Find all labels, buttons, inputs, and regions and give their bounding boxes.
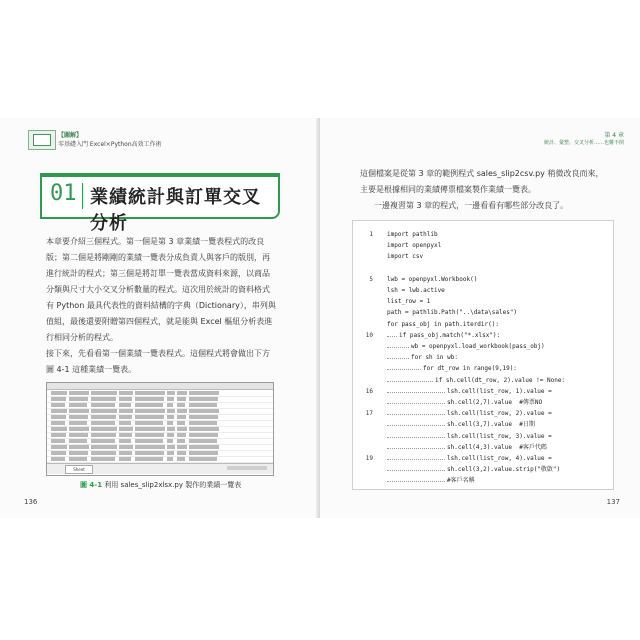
spreadsheet-cell (69, 421, 87, 425)
spreadsheet-cell (119, 421, 131, 425)
code-text: import pathlib (387, 231, 438, 238)
code-line (353, 263, 613, 275)
figure-number: 圖 4-1 (80, 481, 103, 489)
code-text: sh.cell(2,7).value #傳票NO (447, 399, 543, 406)
spreadsheet-cell (69, 439, 87, 443)
code-line (353, 464, 613, 476)
spreadsheet-cell (51, 391, 67, 395)
code-line-number: 1 (369, 231, 373, 238)
spreadsheet-toolbar (47, 383, 273, 390)
indent-guide (387, 448, 445, 449)
spreadsheet-cell (51, 403, 65, 407)
spreadsheet-cell (119, 427, 133, 431)
spreadsheet-rows (47, 391, 273, 469)
indent-guide (387, 369, 421, 370)
book-spread (0, 118, 640, 518)
spreadsheet-cell (189, 415, 218, 419)
spreadsheet-tab-bar (47, 463, 273, 474)
code-line-number: 16 (365, 387, 373, 395)
spreadsheet-cell (167, 409, 175, 413)
spreadsheet-cell (69, 433, 88, 437)
code-line-number: 17 (365, 410, 373, 418)
book-badge (28, 130, 56, 150)
spreadsheet-cell (135, 415, 164, 419)
spreadsheet-cell (69, 427, 89, 431)
section-title-box (40, 173, 280, 234)
indent-guide (387, 381, 433, 382)
spreadsheet-cell (177, 397, 186, 401)
spreadsheet-cell (51, 451, 66, 455)
spreadsheet-figure (46, 382, 274, 476)
spreadsheet-cell (189, 409, 219, 413)
spreadsheet-cell (135, 457, 163, 461)
spreadsheet-cell (51, 421, 65, 425)
code-line (353, 251, 613, 263)
code-line (353, 419, 613, 431)
spreadsheet-cell (69, 457, 87, 461)
book-series-label: 【圖解】 (58, 132, 83, 139)
spreadsheet-cell (91, 391, 117, 395)
spreadsheet-cell (177, 409, 187, 413)
code-line (353, 240, 613, 252)
indent-guide (387, 459, 445, 460)
spreadsheet-cell (167, 457, 173, 461)
spreadsheet-cell (69, 415, 88, 419)
spreadsheet-cell (177, 391, 187, 395)
spreadsheet-cell (69, 391, 89, 395)
spreadsheet-cell (91, 427, 117, 431)
spreadsheet-cell (91, 409, 117, 413)
spreadsheet-cell (91, 403, 115, 407)
code-line-number: 19 (365, 455, 373, 462)
code-line (353, 330, 613, 342)
spreadsheet-cell (135, 445, 165, 449)
book-badge-icon (33, 134, 51, 146)
code-line (353, 274, 613, 286)
code-text: path = pathlib.Path("..\data\sales") (387, 309, 518, 317)
spreadsheet-cell (177, 421, 185, 425)
indent-guide (387, 403, 445, 404)
code-line-number: 10 (365, 331, 373, 339)
code-text: lsh = lwb.active (387, 287, 445, 294)
code-text: lsh.cell(list_row, 1).value = (447, 387, 552, 395)
code-text: for dt_row in range(9,19): (423, 365, 517, 373)
spreadsheet-cell (189, 427, 219, 431)
spreadsheet-cell (135, 439, 163, 443)
code-line (353, 285, 613, 297)
code-line (353, 375, 613, 387)
code-line (353, 397, 613, 409)
code-line (353, 386, 613, 398)
code-line (353, 352, 613, 364)
spreadsheet-cell (51, 427, 67, 431)
code-text: for pass_obj in path.iterdir(): (387, 320, 499, 328)
code-text: list_row = 1 (387, 298, 431, 306)
left-paragraph-1: 本章要介紹三個程式。第一個是第 3 章業績一覽表程式的改良版；第二個是將剛剛的業績一覽表分成負責人與客戶的版別，再進行統計的程式；第三個是將訂單一覽表當成資料來源，以商品分類與尺寸大小交叉分析數量的程式。這次用於統計的資料格式有 Python 最具代表性的資料結構的字典（Dictionary），串列與值組，最後還要附贈第四個程式，就是能與 Excel 樞紐分析表進行相同分析的程式。 (46, 237, 276, 342)
code-line (353, 229, 613, 241)
spreadsheet-cell (51, 457, 65, 461)
spreadsheet-cell (91, 457, 115, 461)
code-text: wb = openpyxl.load_workbook(pass_obj) (411, 343, 545, 350)
indent-guide (387, 347, 409, 348)
code-text: lsh.cell(list_row, 4).value = (447, 455, 552, 462)
spreadsheet-cell (69, 409, 89, 413)
spreadsheet-cell (69, 397, 88, 401)
spreadsheet-cell (51, 397, 66, 401)
left-page (0, 118, 318, 518)
spreadsheet-cell (91, 451, 116, 455)
code-text: if sh.cell(dt_row, 2).value != None: (435, 376, 566, 384)
spreadsheet-cell (177, 427, 187, 431)
code-text: lsh.cell(list_row, 3).value = (447, 432, 552, 440)
spreadsheet-cell (167, 397, 174, 401)
spreadsheet-cell (91, 439, 115, 443)
spreadsheet-cell (177, 415, 186, 419)
spreadsheet-cell (51, 409, 67, 413)
code-text: import csv (387, 253, 424, 261)
spreadsheet-cell (167, 439, 173, 443)
spreadsheet-cell (135, 421, 163, 425)
code-line (353, 296, 613, 308)
spreadsheet-cell (91, 397, 116, 401)
indent-guide (387, 437, 445, 438)
spreadsheet-cell (167, 421, 173, 425)
spreadsheet-cell (69, 451, 88, 455)
spreadsheet-cell (91, 433, 116, 437)
zoom-slider (227, 466, 267, 470)
code-line (353, 453, 613, 465)
chapter-subtitle: 統計、彙整、交叉分析……也難不倒 (543, 140, 624, 146)
spreadsheet-cell (177, 445, 187, 449)
code-line-number: 5 (369, 275, 373, 283)
spreadsheet-cell (189, 457, 217, 461)
indent-guide (387, 425, 445, 426)
spreadsheet-cell (135, 409, 165, 413)
spreadsheet-cell (119, 457, 131, 461)
code-line (353, 341, 613, 353)
code-text: lwb = openpyxl.Workbook() (387, 275, 478, 283)
code-line (353, 442, 613, 454)
spreadsheet-cell (177, 439, 185, 443)
left-paragraph-2: 接下來，先看看第一個業績一覽表程式。這個程式將會做出下方圖 4-1 這種業績一覽表。 (46, 349, 270, 374)
spreadsheet-cell (167, 451, 174, 455)
spreadsheet-cell (167, 445, 175, 449)
spreadsheet-cell (119, 403, 131, 407)
spreadsheet-cell (167, 427, 175, 431)
spreadsheet-cell (91, 421, 115, 425)
spreadsheet-cell (119, 415, 132, 419)
spreadsheet-cell (91, 415, 116, 419)
indent-guide (387, 336, 397, 337)
code-text: lsh.cell(list_row, 2).value = (447, 410, 552, 418)
figure-caption-text: 利用 sales_slip2xlsx.py 製作的業績一覽表 (104, 481, 242, 489)
spreadsheet-cell (167, 403, 173, 407)
book-title: 零基礎入門 Excel×Python高效工作術 (58, 141, 162, 148)
code-listing (352, 220, 614, 490)
spreadsheet-cell (51, 415, 66, 419)
spreadsheet-cell (51, 445, 67, 449)
spreadsheet-cell (167, 433, 174, 437)
code-line (353, 307, 613, 319)
code-line (353, 363, 613, 375)
spreadsheet-cell (189, 403, 217, 407)
spreadsheet-cell (189, 439, 217, 443)
spreadsheet-cell (69, 403, 87, 407)
section-title: 業績統計與訂單交叉分析 (90, 187, 261, 234)
spreadsheet-cell (119, 439, 131, 443)
page-number-right: 137 (606, 498, 620, 506)
page-number-left: 136 (24, 498, 38, 506)
indent-guide (387, 358, 409, 359)
spreadsheet-cell (51, 439, 65, 443)
spreadsheet-cell (177, 403, 185, 407)
spreadsheet-cell (135, 403, 163, 407)
spreadsheet-cell (135, 391, 165, 395)
spreadsheet-cell (51, 433, 66, 437)
indent-guide (387, 414, 445, 415)
spreadsheet-cell (91, 445, 117, 449)
right-paragraph-2: 一邊複習第 3 章的程式，一邊看看有哪些部分改良了。 (374, 201, 569, 210)
indent-guide (387, 470, 445, 471)
code-line (353, 408, 613, 420)
spreadsheet-cell (189, 391, 219, 395)
spreadsheet-cell (189, 445, 219, 449)
spreadsheet-cell (189, 433, 218, 437)
spreadsheet-cell (69, 445, 89, 449)
spreadsheet-cell (177, 457, 185, 461)
code-text: sh.cell(3,7).value #日期 (447, 421, 535, 429)
code-text: if pass_obj.match("*.xlsx"): (399, 331, 501, 339)
spreadsheet-cell (189, 421, 217, 425)
spreadsheet-cell (119, 391, 133, 395)
spreadsheet-cell (177, 433, 186, 437)
spreadsheet-cell (189, 451, 218, 455)
spreadsheet-cell (167, 415, 174, 419)
spreadsheet-cell (135, 451, 164, 455)
spreadsheet-cell (119, 451, 132, 455)
code-text: for sh in wb: (411, 354, 458, 362)
spreadsheet-cell (135, 433, 164, 437)
spreadsheet-cell (189, 397, 218, 401)
code-text: #客戶名稱 (447, 477, 475, 485)
spreadsheet-cell (135, 397, 164, 401)
code-line (353, 431, 613, 443)
code-text: import openpyxl (387, 242, 442, 250)
indent-guide (387, 481, 445, 482)
sheet-tab: Sheet (65, 465, 93, 474)
code-line (353, 475, 613, 487)
spreadsheet-cell (177, 451, 186, 455)
spreadsheet-cell (119, 409, 133, 413)
spreadsheet-cell (119, 445, 133, 449)
section-number: 01 (50, 181, 77, 206)
code-text: sh.cell(4,3).value #客戶代碼 (447, 443, 547, 451)
right-paragraph-1: 這個檔案是從第 3 章的範例程式 sales_slip2csv.py 稍微改良而來，主要是根據相同的業績傳票檔案製作業績一覽表。 (360, 169, 604, 194)
spreadsheet-cell (119, 397, 132, 401)
spreadsheet-cell (135, 427, 165, 431)
code-text: sh.cell(3,2).value.strip("敬啟") (447, 466, 561, 474)
section-divider (82, 183, 83, 209)
indent-guide (387, 392, 445, 393)
spreadsheet-cell (119, 433, 132, 437)
chapter-label: 第 4 章 (604, 132, 624, 139)
code-line (353, 319, 613, 331)
spreadsheet-cell (167, 391, 175, 395)
figure-caption (80, 480, 241, 490)
